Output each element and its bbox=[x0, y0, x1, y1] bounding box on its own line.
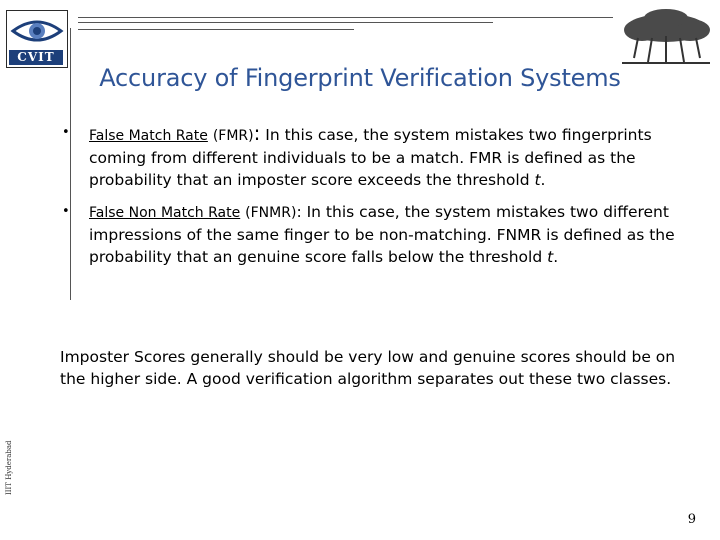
bullet-fmr bbox=[62, 122, 702, 191]
header-rule bbox=[78, 22, 493, 23]
bullet-list bbox=[62, 122, 702, 278]
bullet-fnmr bbox=[62, 201, 702, 268]
bullet-term: False Match Rate bbox=[89, 128, 208, 144]
bullet-text: In this case, the system mistakes two fingerprints coming from different individuals to be a match. FMR is defined as the probability that an imposter score exceeds the threshold bbox=[89, 126, 652, 189]
eye-icon bbox=[7, 11, 67, 51]
header-rule bbox=[78, 17, 613, 18]
page-number: 9 bbox=[687, 512, 696, 527]
tree-icon bbox=[618, 8, 714, 66]
summary-paragraph: Imposter Scores generally should be very low and genuine scores should be on the higher side. A good verification algorithm separates out these two classes. bbox=[60, 348, 676, 388]
bullet-end: . bbox=[540, 171, 546, 189]
bullet-variable: t bbox=[534, 171, 541, 189]
logo-text: CVIT bbox=[9, 50, 63, 65]
bullet-variable: t bbox=[547, 248, 554, 266]
bullet-colon: : bbox=[296, 203, 302, 221]
header-rule bbox=[78, 29, 354, 30]
bullet-term: False Non Match Rate bbox=[89, 205, 241, 221]
institution-label: IIIT Hyderabad bbox=[5, 440, 13, 495]
cvit-logo bbox=[6, 10, 68, 68]
bullet-colon: : bbox=[253, 121, 261, 145]
bullet-abbr: (FMR) bbox=[212, 128, 254, 144]
bullet-end: . bbox=[553, 248, 559, 266]
bullet-dot-icon: • bbox=[62, 125, 70, 140]
bullet-abbr: (FNMR) bbox=[245, 205, 297, 221]
bullet-text: In this case, the system mistakes two different impressions of the same finger to be non-matching. FNMR is defined as the probability that an genuine score falls below the threshold bbox=[89, 203, 675, 266]
bullet-dot-icon: • bbox=[62, 204, 70, 219]
page-title: Accuracy of Fingerprint Verification Systems bbox=[99, 64, 621, 92]
